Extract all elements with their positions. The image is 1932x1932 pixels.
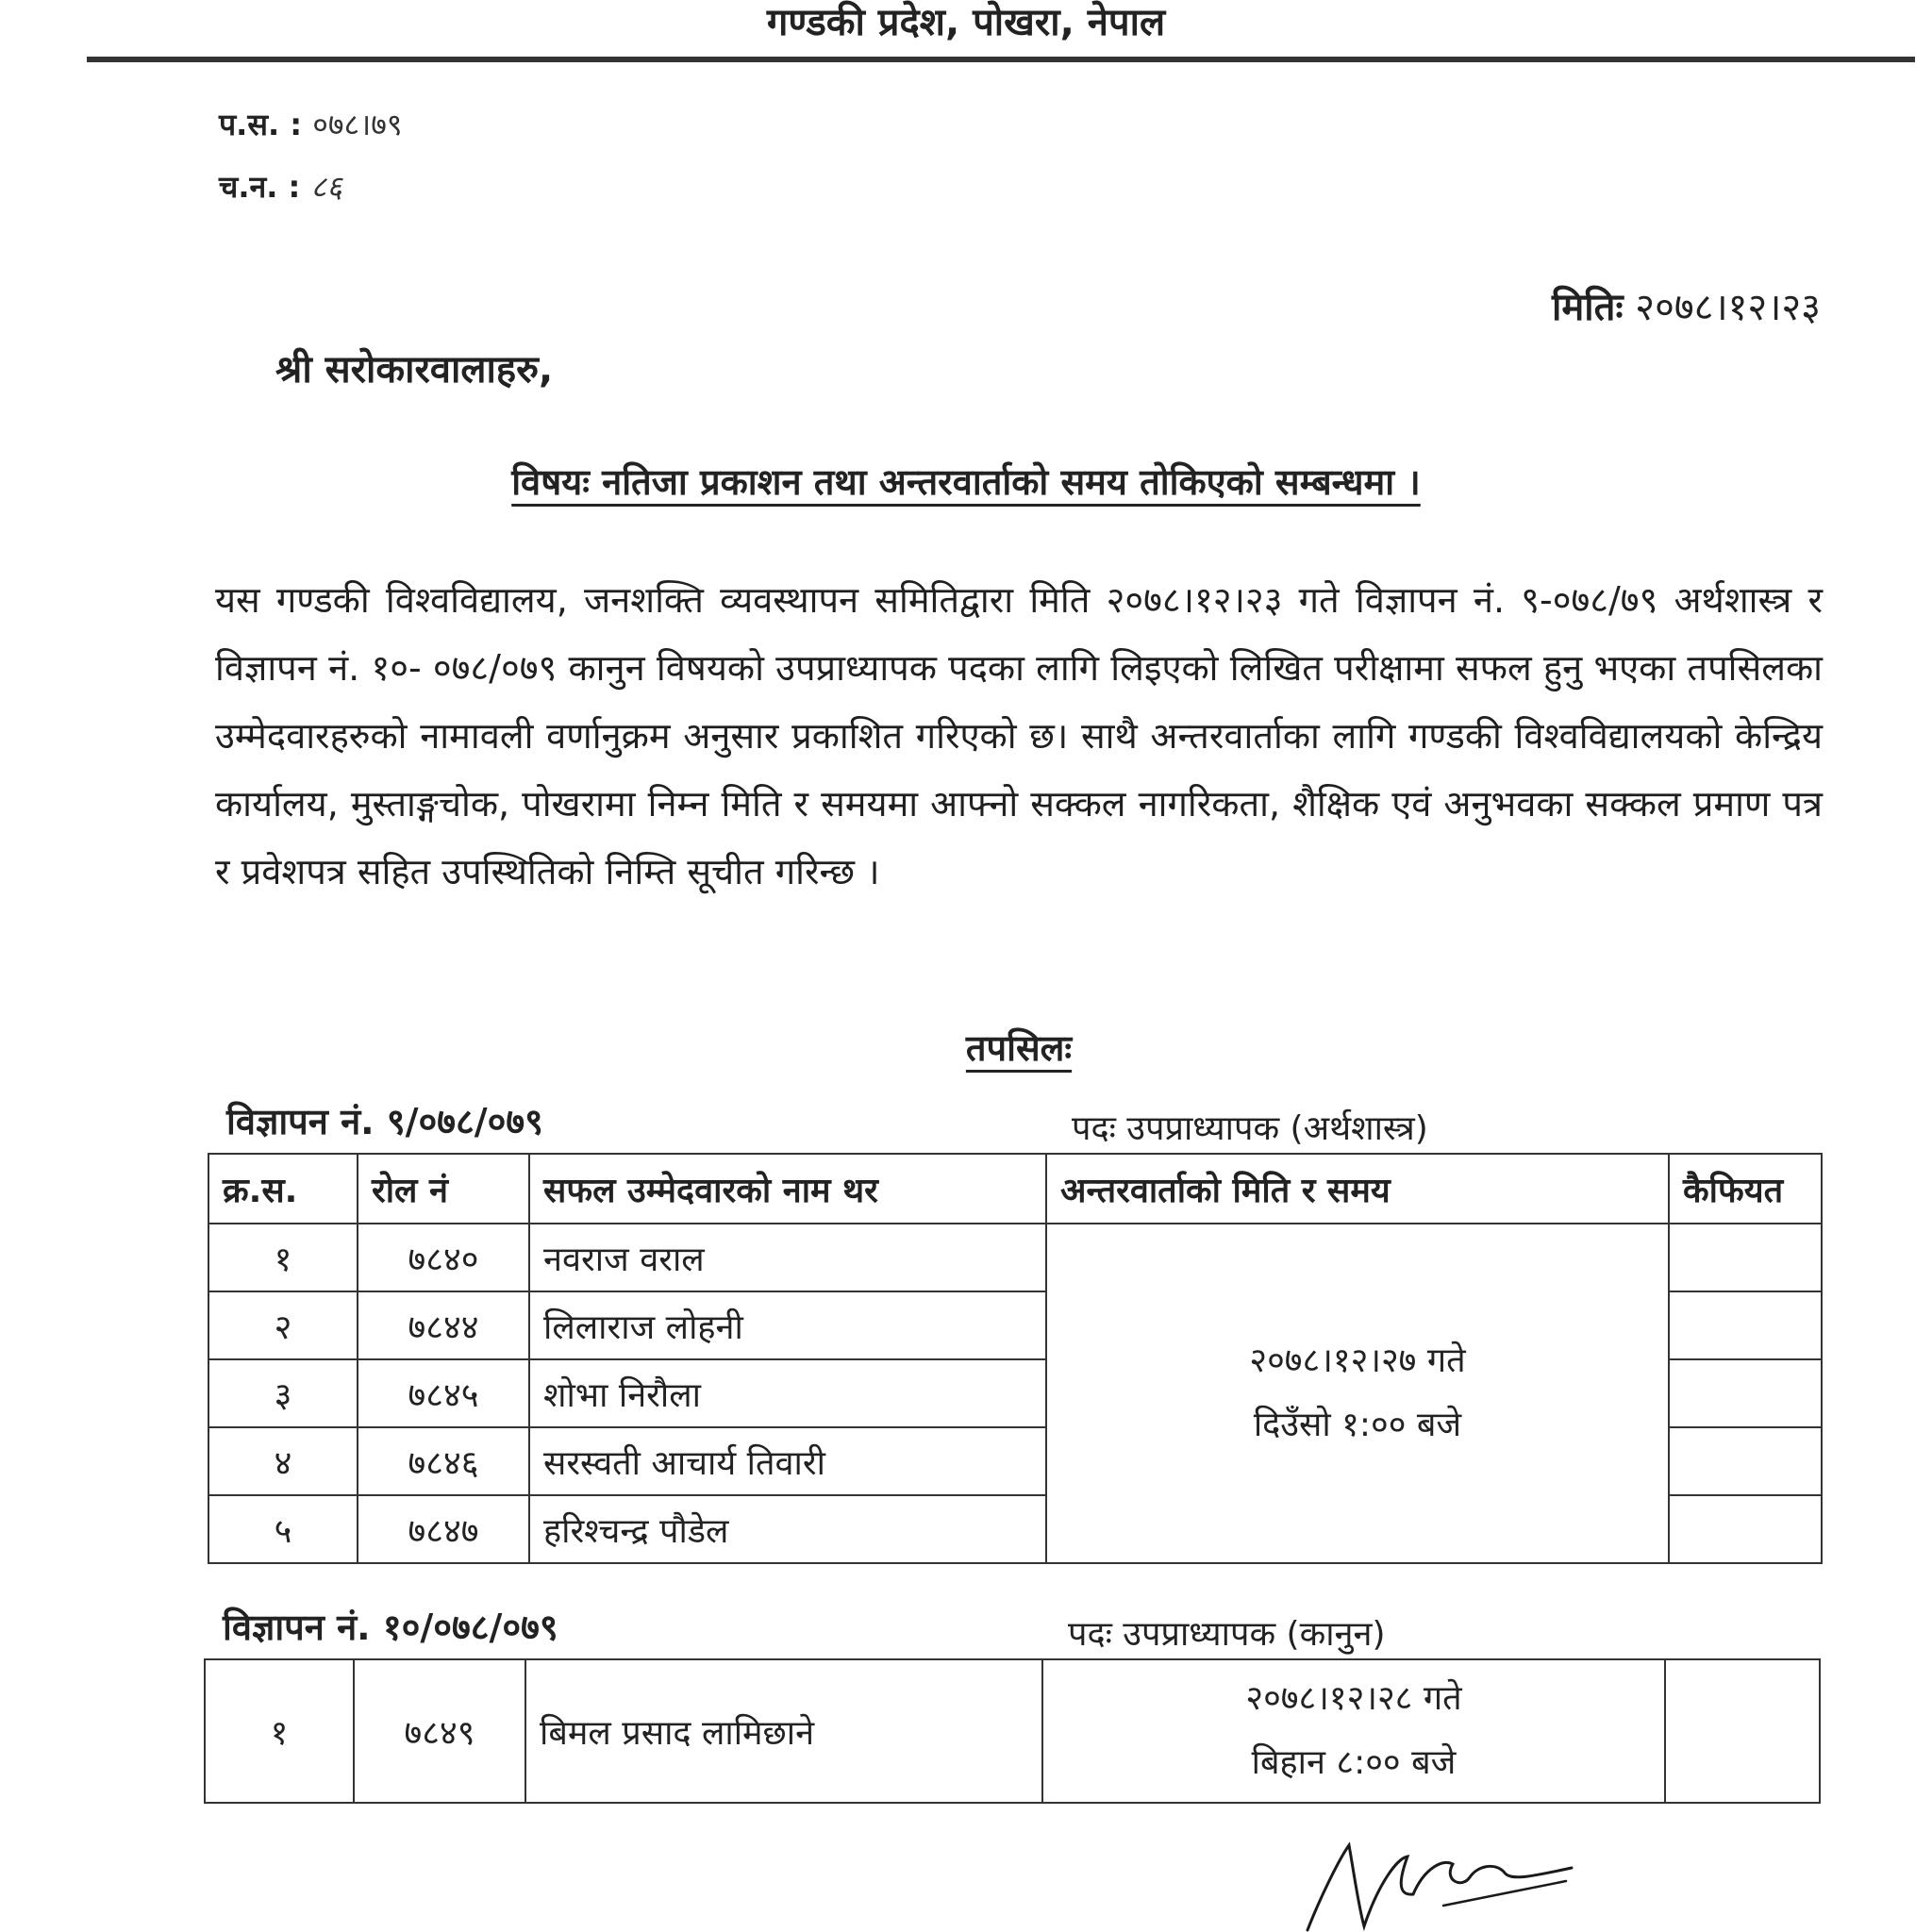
cell-roll: ७८४४: [358, 1291, 529, 1359]
cell-interview-schedule: [1046, 1224, 1669, 1563]
ps-label: प.स. :: [219, 107, 303, 142]
letter-date: [1552, 279, 1821, 331]
col-interview: अन्तरवार्ताको मिति र समय: [1046, 1154, 1669, 1224]
table-row: [205, 1659, 1820, 1803]
cell-roll: ७८४०: [358, 1224, 529, 1291]
cell-interview-schedule: [1042, 1659, 1665, 1803]
cell-name: लिलाराज लोहनी: [529, 1291, 1046, 1359]
chn-value: ८६: [310, 169, 342, 205]
col-sn: क्र.स.: [208, 1154, 358, 1224]
cell-remarks: [1669, 1495, 1822, 1563]
ad2-number: विज्ञापन नं. १०/०७८/०७९: [223, 1607, 558, 1648]
cell-roll: ७८४७: [358, 1495, 529, 1563]
reference-ps: [219, 104, 403, 144]
cell-sn: १: [208, 1224, 358, 1291]
ad1-post: पदः उपप्राध्यापक (अर्थशास्त्र): [1072, 1109, 1428, 1148]
cell-sn: २: [208, 1291, 358, 1359]
cell-sn: ४: [208, 1427, 358, 1495]
ad1-results-table: [208, 1153, 1823, 1564]
ad1-number: विज्ञापन नं. ९/०७८/०७९: [226, 1101, 543, 1142]
cell-remarks: [1669, 1224, 1822, 1291]
cell-remarks: [1669, 1359, 1822, 1427]
reference-chn: [219, 166, 342, 207]
cell-name: शोभा निरौला: [529, 1359, 1046, 1427]
tapasil-text: तपसिलः: [965, 1027, 1073, 1069]
interview-time: बिहान ८:०० बजे: [1251, 1743, 1457, 1782]
ad2-results-table: [204, 1658, 1821, 1804]
ps-value: ०७८।७९: [312, 107, 403, 142]
chn-label: च.न. :: [219, 169, 301, 205]
interview-time: दिउँसो १:०० बजे: [1253, 1406, 1462, 1444]
interview-date: २०७८।१२।२७ गते: [1249, 1341, 1466, 1380]
col-name: सफल उम्मेदवारको नाम थर: [529, 1154, 1046, 1224]
letterhead-divider: [87, 57, 1915, 62]
cell-remarks: [1669, 1427, 1822, 1495]
subject-text: विषयः नतिजा प्रकाशन तथा अन्तरवार्ताको समय तोकिएको सम्बन्धमा ।: [511, 461, 1421, 503]
tapasil-heading: [0, 1023, 1932, 1072]
cell-sn: ५: [208, 1495, 358, 1563]
col-remarks: कैफियत: [1669, 1154, 1822, 1224]
cell-roll: ७८४५: [358, 1359, 529, 1427]
table-row: [208, 1224, 1822, 1291]
notice-body: यस गण्डकी विश्वविद्यालय, जनशक्ति व्यवस्थापन समितिद्वारा मिति २०७८।१२।२३ गते विज्ञापन नं. ९-०७८/७९ अर्थशास्त्र र विज्ञापन नं. १०- ०७८/०७९ कानुन विषयको उपप्राध्यापक पदका लागि लिइएको लिखित परीक्षामा सफल हुनु भएका तपसिलका उम्मेदवारहरुको नामावली वर्णानुक्रम अनुसार प्रकाशित गरिएको छ। साथै अन्तरवार्ताका लागि गण्डकी विश्वविद्यालयको केन्द्रिय कार्यालय, मुस्ताङ्गचोक, पोखरामा निम्न मिति र समयमा आफ्नो सक्कल नागरिकता, शैक्षिक एवं अनुभवका सक्कल प्रमाण पत्र र प्रवेशपत्र सहित उपस्थितिको निम्ति सूचीत गरिन्छ ।: [215, 579, 1823, 892]
table-header-row: [208, 1154, 1822, 1224]
cell-name: हरिश्चन्द्र पौडेल: [529, 1495, 1046, 1563]
cell-name: नवराज वराल: [529, 1224, 1046, 1291]
cell-sn: १: [205, 1659, 354, 1803]
cell-name: बिमल प्रसाद लामिछाने: [525, 1659, 1042, 1803]
signature-icon: [1302, 1840, 1575, 1932]
col-roll: रोल नं: [358, 1154, 529, 1224]
cell-remarks: [1665, 1659, 1820, 1803]
cell-sn: ३: [208, 1359, 358, 1427]
cell-roll: ७८४६: [358, 1427, 529, 1495]
date-value: २०७८।१२।२३: [1635, 286, 1821, 329]
date-label: मितिः: [1552, 286, 1624, 329]
interview-date: २०७८।१२।२८ गते: [1245, 1679, 1462, 1718]
ad2-post: पदः उपप्राध्यापक (कानुन): [1068, 1615, 1386, 1654]
subject-line: [0, 457, 1932, 506]
letterhead-address: गण्डकी प्रदेश, पोखरा, नेपाल: [766, 1, 1166, 44]
cell-roll: ७८४९: [354, 1659, 525, 1803]
salutation: श्री सरोकारवालाहरु,: [275, 348, 554, 391]
cell-name: सरस्वती आचार्य तिवारी: [529, 1427, 1046, 1495]
cell-remarks: [1669, 1291, 1822, 1359]
